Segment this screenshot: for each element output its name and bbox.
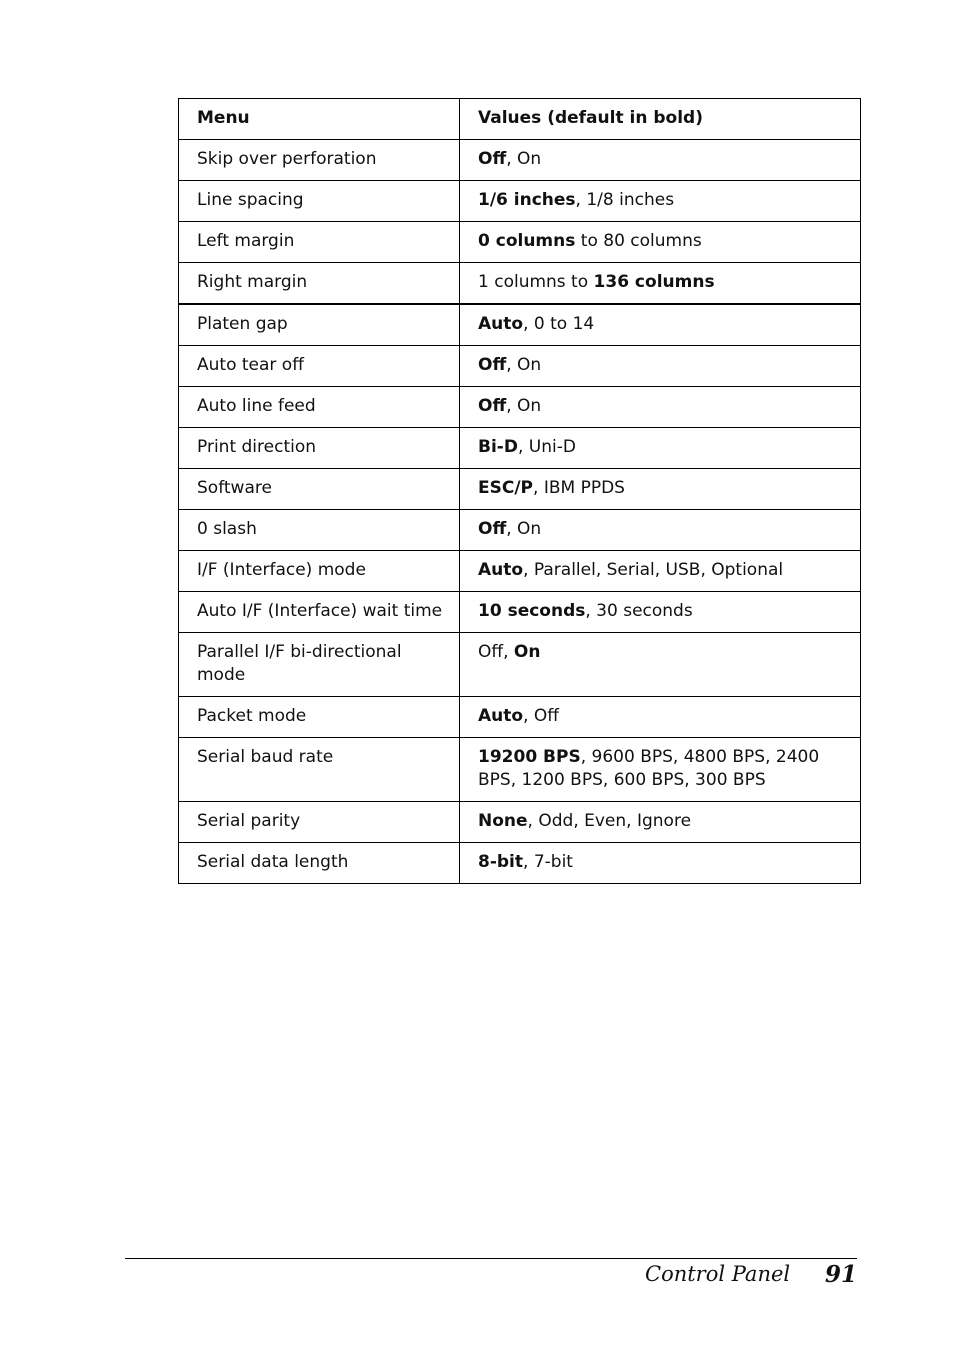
value-cell <box>460 633 861 697</box>
table-row <box>179 181 861 222</box>
default-value: 10 seconds <box>478 601 586 621</box>
footer-rule <box>125 1258 857 1259</box>
table-row <box>179 387 861 428</box>
value-cell <box>460 510 861 551</box>
value-cell <box>460 387 861 428</box>
value-cell <box>460 551 861 592</box>
table-row <box>179 738 861 802</box>
other-values: , On <box>506 519 542 539</box>
default-value: On <box>513 642 541 662</box>
menu-cell: Packet mode <box>179 697 460 738</box>
default-value: 136 columns <box>593 272 715 292</box>
menu-cell: Auto line feed <box>179 387 460 428</box>
menu-cell: Right margin <box>179 263 460 305</box>
menu-cell: Serial parity <box>179 802 460 843</box>
other-values: , 0 to 14 <box>523 314 595 334</box>
menu-cell: Platen gap <box>179 304 460 346</box>
table-row <box>179 222 861 263</box>
default-value: Auto <box>478 560 524 580</box>
other-values: , Off <box>523 706 559 726</box>
header-menu: Menu <box>179 99 460 140</box>
other-values: , 9600 BPS, 4800 BPS, 2400 BPS, 1200 BPS, 600 BPS, 300 BPS <box>478 747 820 790</box>
default-value: Off <box>478 396 507 416</box>
value-cell <box>460 346 861 387</box>
menu-cell: Skip over perforation <box>179 140 460 181</box>
value-cell <box>460 181 861 222</box>
default-value: 8-bit <box>478 852 524 872</box>
other-values: 1 columns to <box>478 272 594 292</box>
other-values: , On <box>506 355 542 375</box>
table-row <box>179 510 861 551</box>
menu-cell: Auto I/F (Interface) wait time <box>179 592 460 633</box>
footer-section-title: Control Panel <box>645 1262 791 1286</box>
table-row <box>179 346 861 387</box>
table-row <box>179 633 861 697</box>
default-value: Off <box>478 519 507 539</box>
table-header-row <box>179 99 861 140</box>
other-values: to 80 columns <box>575 231 702 251</box>
page-number: 91 <box>824 1261 857 1288</box>
default-value: Off <box>478 355 507 375</box>
default-value: Bi-D <box>478 437 518 457</box>
table-row <box>179 802 861 843</box>
other-values: , Odd, Even, Ignore <box>527 811 692 831</box>
other-values: , 1/8 inches <box>575 190 675 210</box>
other-values: , Parallel, Serial, USB, Optional <box>523 560 784 580</box>
default-value: 0 columns <box>478 231 576 251</box>
other-values: , IBM PPDS <box>533 478 625 498</box>
value-cell <box>460 263 861 305</box>
table-row <box>179 551 861 592</box>
menu-cell: Serial baud rate <box>179 738 460 802</box>
table-row <box>179 592 861 633</box>
menu-cell: Software <box>179 469 460 510</box>
value-cell <box>460 304 861 346</box>
menu-cell: I/F (Interface) mode <box>179 551 460 592</box>
menu-cell: Line spacing <box>179 181 460 222</box>
table-row <box>179 469 861 510</box>
header-values: Values (default in bold) <box>460 99 861 140</box>
settings-table <box>178 98 861 884</box>
table-row <box>179 140 861 181</box>
value-cell <box>460 222 861 263</box>
value-cell <box>460 140 861 181</box>
value-cell <box>460 843 861 884</box>
default-value: Off <box>478 149 507 169</box>
other-values: , Uni-D <box>517 437 576 457</box>
other-values: , On <box>506 396 542 416</box>
menu-cell: Print direction <box>179 428 460 469</box>
default-value: 1/6 inches <box>478 190 576 210</box>
default-value: ESC/P <box>478 478 534 498</box>
menu-cell: Parallel I/F bi-directional mode <box>179 633 460 697</box>
default-value: 19200 BPS <box>478 747 581 767</box>
default-value: Auto <box>478 314 524 334</box>
value-cell <box>460 428 861 469</box>
menu-cell: Auto tear off <box>179 346 460 387</box>
value-cell <box>460 469 861 510</box>
default-value: Auto <box>478 706 524 726</box>
value-cell <box>460 592 861 633</box>
table-row <box>179 428 861 469</box>
other-values: Off, <box>478 642 514 662</box>
other-values: , 7-bit <box>523 852 573 872</box>
table-row <box>179 697 861 738</box>
table-row <box>179 263 861 305</box>
value-cell <box>460 738 861 802</box>
table-row <box>179 843 861 884</box>
menu-cell: Left margin <box>179 222 460 263</box>
menu-cell: Serial data length <box>179 843 460 884</box>
menu-cell: 0 slash <box>179 510 460 551</box>
table-row <box>179 304 861 346</box>
other-values: , 30 seconds <box>585 601 693 621</box>
other-values: , On <box>506 149 542 169</box>
default-value: None <box>478 811 528 831</box>
value-cell <box>460 697 861 738</box>
value-cell <box>460 802 861 843</box>
